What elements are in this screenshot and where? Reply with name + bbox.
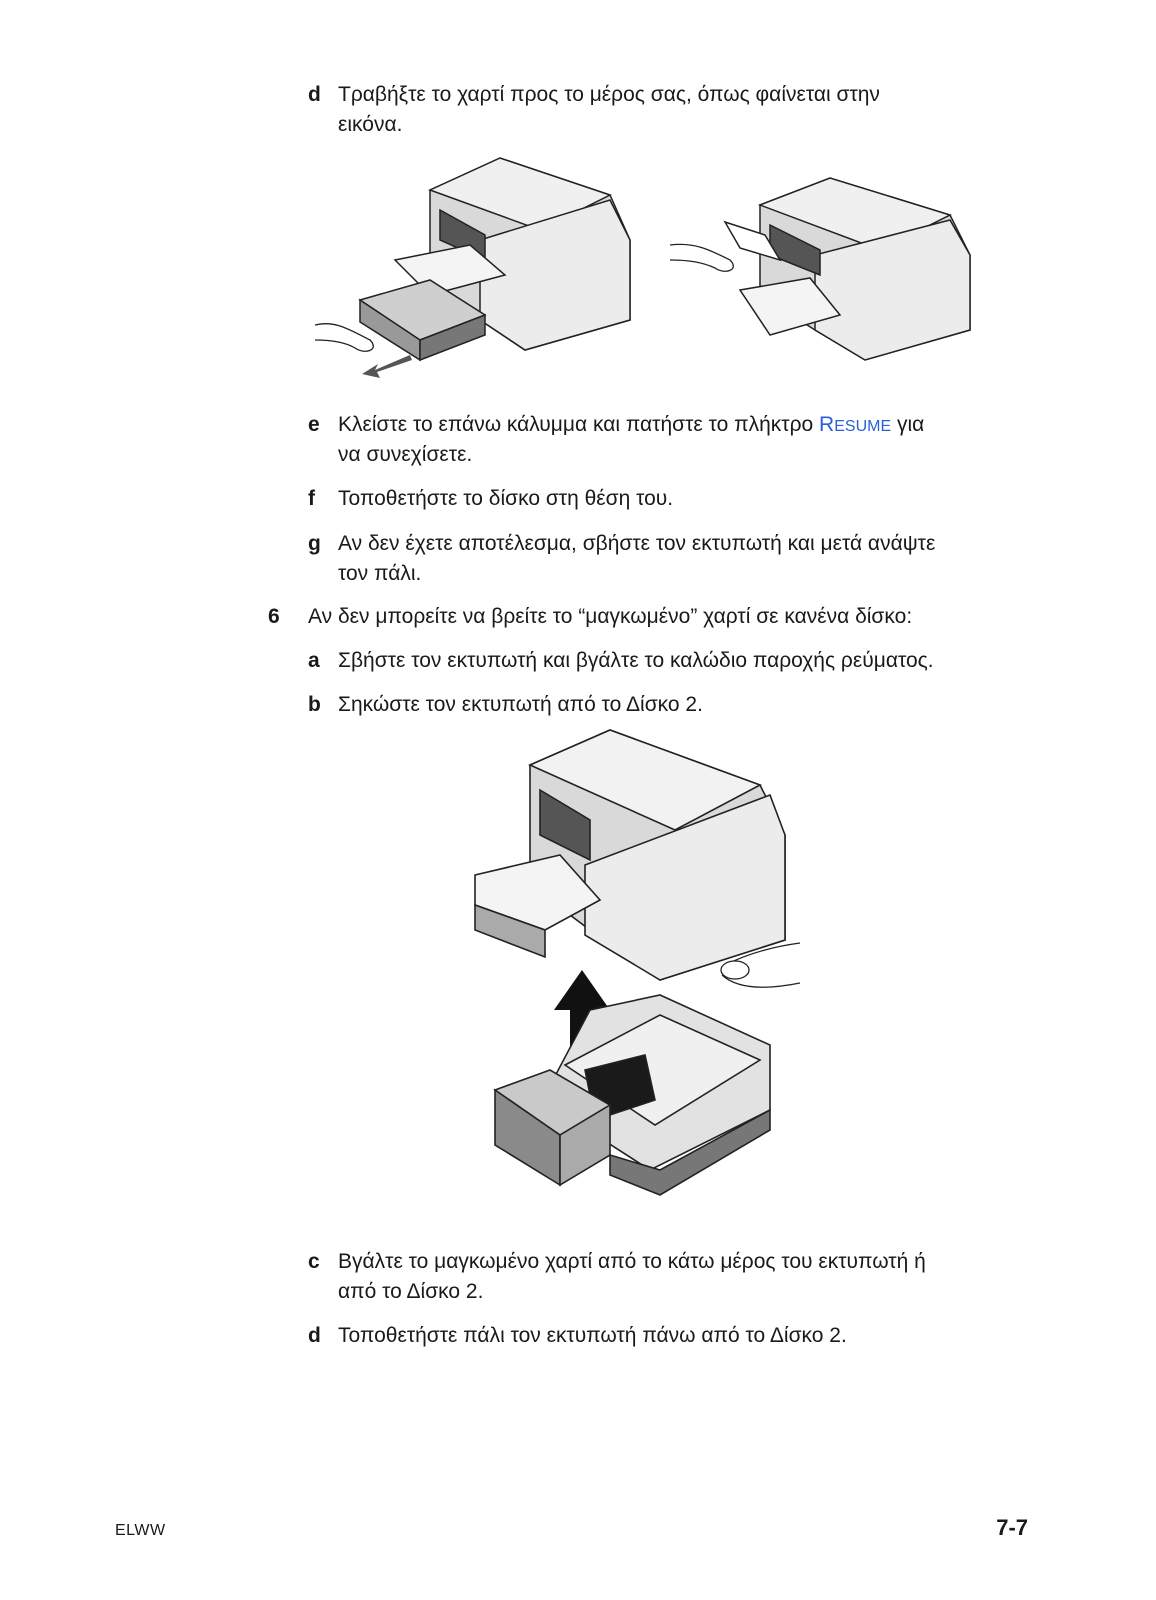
step-marker: f: [308, 487, 315, 510]
footer-page-number: 7-7: [996, 1515, 1028, 1540]
step-marker: d: [308, 1324, 321, 1347]
pull-arrow-icon: [362, 355, 412, 378]
step-marker: g: [308, 532, 321, 555]
step-marker: b: [308, 693, 321, 716]
printer-left-illustration: [360, 158, 630, 360]
step-text-line: από το Δίσκο 2.: [338, 1280, 484, 1303]
step-text-line: Βγάλτε το μαγκωμένο χαρτί από το κάτω μέρος του εκτυπωτή ή: [338, 1250, 926, 1273]
hand-left-illustration: [315, 324, 373, 352]
step-text: για: [891, 413, 925, 436]
step-text-line: εικόνα.: [338, 113, 403, 136]
step-text: Κλείστε το επάνω κάλυμμα και πατήστε το πλήκτρο: [338, 413, 820, 436]
step-text-line: [338, 410, 924, 442]
step-marker: c: [308, 1250, 320, 1273]
step-text-line: Σβήστε τον εκτυπωτή και βγάλτε το καλώδιο παροχής ρεύματος.: [338, 649, 934, 672]
figure-pull-paper: [310, 150, 990, 390]
step-text-line: τον πάλι.: [338, 562, 422, 585]
footer-doc-code: ELWW: [115, 1522, 166, 1539]
resume-key-rest: ESUME: [834, 418, 892, 435]
step-marker: e: [308, 413, 320, 436]
step-text-line: Τοποθετήστε πάλι τον εκτυπωτή πάνω από το Δίσκο 2.: [338, 1324, 847, 1347]
printer-right-illustration: [725, 178, 970, 360]
step-number: 6: [268, 605, 280, 628]
step-text-line: Σηκώστε τον εκτυπωτή από το Δίσκο 2.: [338, 693, 703, 716]
tray-2-illustration: [495, 995, 770, 1195]
figure-lift-printer: [470, 725, 810, 1225]
step-marker: a: [308, 649, 320, 672]
resume-key-first: R: [819, 413, 835, 436]
resume-key-label: [819, 413, 891, 436]
step-text-line: Αν δεν έχετε αποτέλεσμα, σβήστε τον εκτυπωτή και μετά ανάψτε: [338, 532, 936, 555]
hand-right-illustration: [670, 244, 733, 271]
step-text-line: Αν δεν μπορείτε να βρείτε το “μαγκωμένο” χαρτί σε κανένα δίσκο:: [308, 605, 913, 628]
step-text-line: Τραβήξτε το χαρτί προς το μέρος σας, όπως φαίνεται στην: [338, 83, 880, 106]
step-text-line: Τοποθετήστε το δίσκο στη θέση του.: [338, 487, 674, 510]
step-marker: d: [308, 83, 321, 106]
printer-top-illustration: [475, 730, 785, 980]
step-text-line: να συνεχίσετε.: [338, 443, 473, 466]
